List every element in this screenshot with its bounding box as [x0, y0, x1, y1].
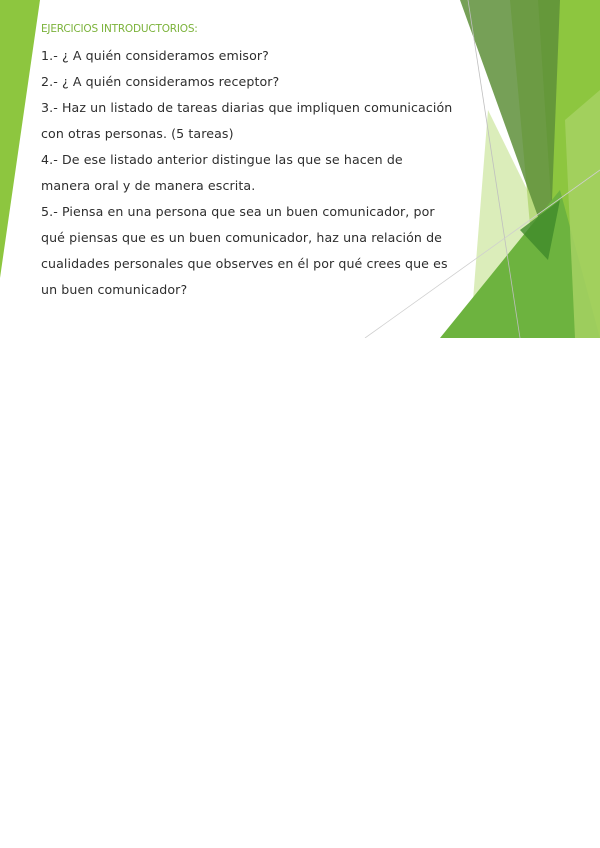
exercise-3: 3.- Haz un listado de tareas diarias que impliquen comunicación con otras personas. (5 tareas)	[41, 100, 453, 141]
exercise-4: 4.- De ese listado anterior distingue las que se hacen de manera oral y de manera escrita.	[41, 152, 403, 193]
left-green-shape	[0, 0, 40, 278]
exercise-1: 1.- ¿ A quién consideramos emisor?	[41, 48, 269, 63]
exercise-5: 5.- Piensa en una persona que sea un buen comunicador, por qué piensas que es un buen comunicador, haz una relación de cualidades personales que observes en él por qué crees que es un buen comunicador?	[41, 204, 448, 297]
section-heading: EJERCICIOS INTRODUCTORIOS:	[41, 23, 198, 35]
exercise-content	[41, 21, 456, 303]
exercise-2: 2.- ¿ A quién consideramos receptor?	[41, 74, 280, 89]
slide	[0, 0, 600, 338]
